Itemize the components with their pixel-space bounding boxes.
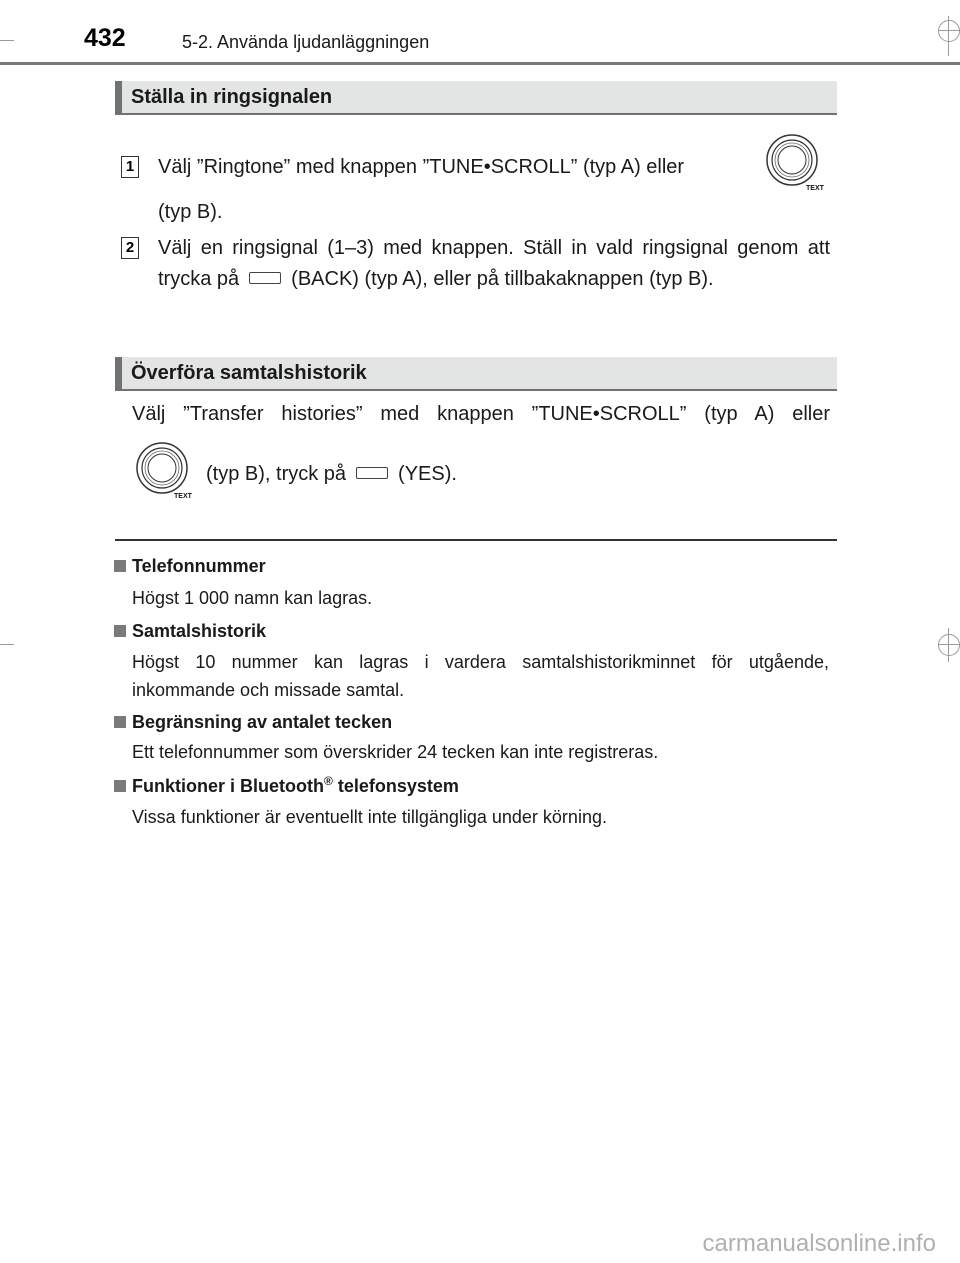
note-title: Funktioner i Bluetooth: [132, 776, 324, 796]
header-rule: [0, 62, 960, 65]
divider: [115, 539, 837, 541]
note-body: Högst 10 nummer kan lagras i vardera samtalshistorikminnet för utgående, inkommande och missade samtal.: [132, 652, 829, 700]
square-bullet-icon: [114, 560, 126, 572]
step-text: [158, 233, 830, 295]
note-body: Högst 1 000 namn kan lagras.: [132, 588, 373, 608]
section-path: 5-2. Använda ljudanläggningen: [182, 32, 430, 52]
square-bullet-icon: [114, 625, 126, 637]
note-heading: [114, 712, 392, 733]
section-heading-transfer: [115, 357, 837, 391]
step-text: Välj ”Ringtone” med knappen ”TUNE•SCROLL” (typ A) eller: [158, 156, 685, 178]
footer-watermark: carmanualsonline.info: [702, 1230, 936, 1257]
note-body: Vissa funktioner är eventuellt inte tillgängliga under körning.: [132, 807, 607, 827]
transfer-text-after: (YES).: [398, 463, 457, 485]
note-title: Begränsning av antalet tecken: [132, 712, 393, 732]
note-title: Telefonnummer: [132, 556, 266, 576]
section-heading-text: Ställa in ringsignalen: [131, 86, 333, 108]
section-heading-ringtone: [115, 81, 837, 115]
note-heading: [114, 774, 459, 797]
note-heading: [114, 556, 266, 577]
note-body: Ett telefonnummer som överskrider 24 tecken kan inte registreras.: [132, 742, 659, 762]
dial-label: TEXT: [806, 185, 824, 192]
section-heading-text: Överföra samtalshistorik: [131, 362, 367, 384]
square-bullet-icon: [114, 716, 126, 728]
note-title: Samtalshistorik: [132, 621, 267, 641]
transfer-text-before: (typ B), tryck på: [206, 463, 347, 485]
tune-dial-icon: [136, 440, 202, 502]
step-number: 2: [121, 237, 139, 259]
dial-label: TEXT: [174, 493, 192, 500]
step-text-cont: (typ B).: [158, 201, 223, 223]
square-bullet-icon: [114, 780, 126, 792]
transfer-text: Välj ”Transfer histories” med knappen ”TUNE•SCROLL” (typ A) eller: [132, 403, 830, 425]
yes-button-icon: [356, 467, 388, 479]
registered-mark: ®: [323, 774, 333, 788]
step-number: 1: [121, 156, 139, 178]
note-title-after: telefonsystem: [332, 776, 459, 796]
crop-mark: [938, 634, 960, 656]
back-button-icon: [249, 272, 281, 284]
crop-mark: [0, 644, 14, 645]
step-text-before: Välj en ringsignal (1–3) med knappen. Ställ in vald ringsignal genom att trycka på: [158, 237, 830, 290]
transfer-text-cont: [206, 459, 457, 490]
crop-mark: [0, 40, 14, 41]
page-number: 432: [84, 24, 126, 52]
note-heading: [114, 621, 266, 642]
crop-mark: [938, 20, 960, 42]
step-text-after: (BACK) (typ A), eller på tillbakaknappen (typ B).: [291, 268, 714, 290]
tune-dial-icon: [764, 134, 830, 194]
